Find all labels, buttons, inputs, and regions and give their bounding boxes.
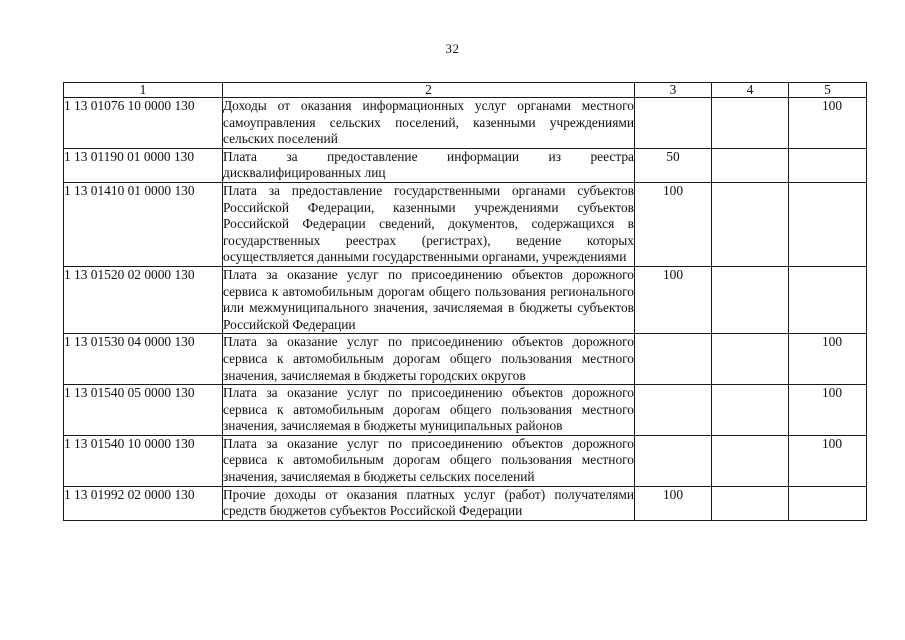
column-4-value <box>712 148 789 182</box>
column-header-2: 2 <box>223 83 635 98</box>
revenue-code: 1 13 01076 10 0000 130 <box>64 98 223 149</box>
column-3-value <box>635 334 712 385</box>
table-row <box>64 98 867 149</box>
column-4-value <box>712 334 789 385</box>
revenue-code: 1 13 01520 02 0000 130 <box>64 266 223 333</box>
table-row <box>64 266 867 333</box>
column-3-value <box>635 385 712 436</box>
revenue-description: Плата за оказание услуг по присоединению объектов дорожного сервиса к автомобильным дорогам общего пользования местного значения, зачисляемая в бюджеты сельских поселений <box>223 435 635 486</box>
revenue-description: Плата за оказание услуг по присоединению объектов дорожного сервиса к автомобильным дорогам общего пользования местного значения, зачисляемая в бюджеты городских округов <box>223 334 635 385</box>
column-header-3: 3 <box>635 83 712 98</box>
revenue-code: 1 13 01992 02 0000 130 <box>64 486 223 520</box>
revenue-code: 1 13 01540 10 0000 130 <box>64 435 223 486</box>
table-row <box>64 385 867 436</box>
revenue-description: Плата за предоставление информации из реестра дисквалифицированных лиц <box>223 148 635 182</box>
column-header-5: 5 <box>789 83 867 98</box>
column-4-value <box>712 435 789 486</box>
column-3-value: 100 <box>635 182 712 266</box>
page-number: 32 <box>445 41 460 56</box>
column-4-value <box>712 182 789 266</box>
column-5-value <box>789 486 867 520</box>
revenue-description: Плата за предоставление государственными органами субъектов Российской Федерации, казенными учреждениями субъектов Российской Федерации сведений, документов, содержащихся в государственных реестрах (регистрах), ведение которых осуществляется данными государственными органами, учреждениями <box>223 182 635 266</box>
column-5-value: 100 <box>789 98 867 149</box>
column-5-value: 100 <box>789 385 867 436</box>
column-5-value <box>789 182 867 266</box>
column-5-value: 100 <box>789 435 867 486</box>
table-row <box>64 182 867 266</box>
revenue-description: Плата за оказание услуг по присоединению объектов дорожного сервиса к автомобильным дорогам общего пользования местного значения, зачисляемая в бюджеты муниципальных районов <box>223 385 635 436</box>
revenue-description: Прочие доходы от оказания платных услуг (работ) получателями средств бюджетов субъектов Российской Федерации <box>223 486 635 520</box>
column-3-value: 100 <box>635 486 712 520</box>
revenue-code: 1 13 01410 01 0000 130 <box>64 182 223 266</box>
column-header-1: 1 <box>64 83 223 98</box>
column-3-value <box>635 435 712 486</box>
column-3-value: 100 <box>635 266 712 333</box>
table-row <box>64 435 867 486</box>
budget-revenue-table <box>63 82 867 521</box>
table-row <box>64 148 867 182</box>
column-3-value <box>635 98 712 149</box>
column-5-value: 100 <box>789 334 867 385</box>
table-row <box>64 334 867 385</box>
table-row <box>64 486 867 520</box>
column-4-value <box>712 266 789 333</box>
revenue-description: Плата за оказание услуг по присоединению объектов дорожного сервиса к автомобильным дорогам общего пользования регионального или межмуниципального значения, зачисляемая в бюджеты субъектов Российской Федерации <box>223 266 635 333</box>
revenue-code: 1 13 01190 01 0000 130 <box>64 148 223 182</box>
table-header-row <box>64 83 867 98</box>
column-3-value: 50 <box>635 148 712 182</box>
column-5-value <box>789 266 867 333</box>
column-5-value <box>789 148 867 182</box>
column-4-value <box>712 486 789 520</box>
revenue-description: Доходы от оказания информационных услуг органами местного самоуправления сельских поселений, казенными учреждениями сельских поселений <box>223 98 635 149</box>
revenue-code: 1 13 01540 05 0000 130 <box>64 385 223 436</box>
column-4-value <box>712 385 789 436</box>
revenue-code: 1 13 01530 04 0000 130 <box>64 334 223 385</box>
column-4-value <box>712 98 789 149</box>
column-header-4: 4 <box>712 83 789 98</box>
